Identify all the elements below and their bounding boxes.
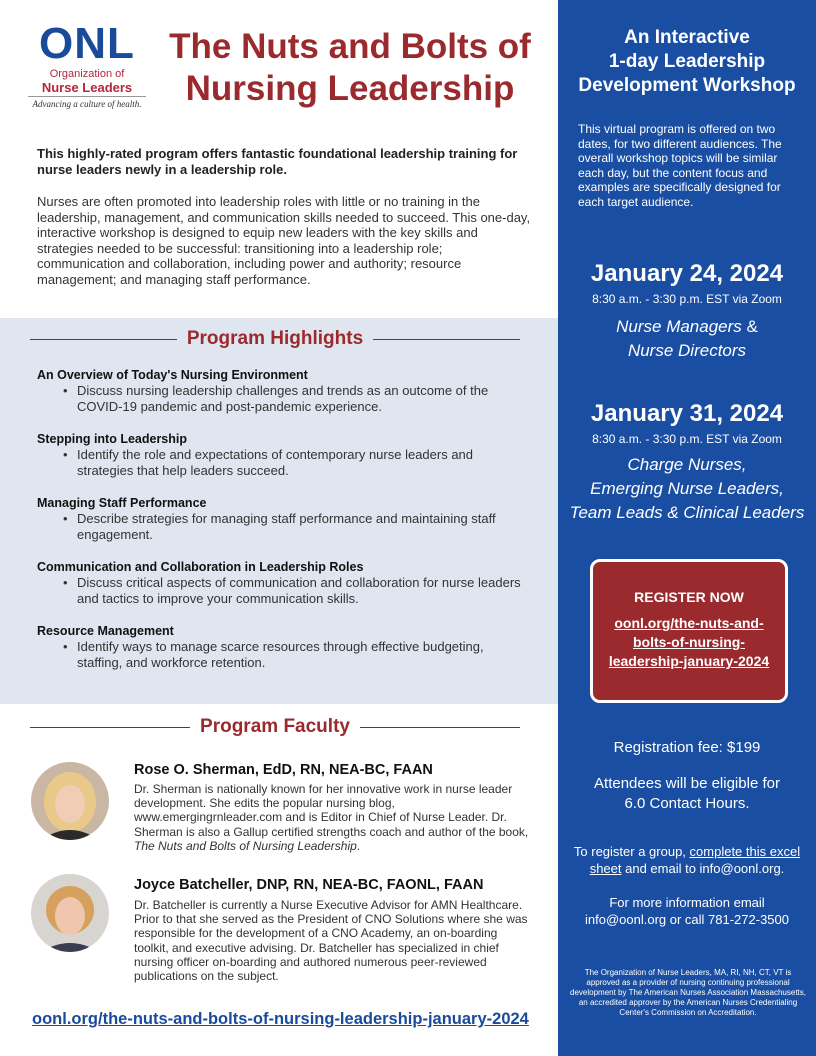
highlight-bullet: • Discuss nursing leadership challenges and trends as an outcome of the COVID-19 pandemic and post-pandemic experience.	[63, 383, 489, 414]
faculty-title: Program Faculty	[200, 716, 350, 737]
faculty-name: Rose O. Sherman, EdD, RN, NEA-BC, FAAN	[134, 762, 433, 778]
session-1-time: 8:30 a.m. - 3:30 p.m. EST via Zoom	[592, 292, 782, 306]
more-info: For more information email info@oonl.org or call 781-272-3500	[585, 895, 789, 927]
title-line-1: The Nuts and Bolts of	[169, 27, 531, 66]
highlight-item	[37, 624, 532, 671]
logo-acronym: ONL	[39, 19, 135, 68]
workshop-description: This virtual program is offered on two dates, for two different audiences. The overall workshop topics will be similar each day, but the content focus and examples are specifically designed for each target audience.	[578, 122, 782, 209]
book-title: The Nuts and Bolts of Nursing Leadership	[134, 838, 357, 853]
divider	[360, 727, 520, 728]
highlights-list	[37, 368, 532, 688]
faculty-heading	[30, 716, 520, 738]
highlights-heading	[30, 328, 520, 350]
bullet-icon: •	[63, 575, 68, 590]
divider	[30, 727, 190, 728]
title-line-2: Nursing Leadership	[185, 69, 515, 108]
highlight-title: Resource Management	[37, 624, 174, 638]
logo-nurse-leaders: Nurse Leaders	[28, 80, 146, 97]
bullet-icon: •	[63, 639, 68, 654]
page-title	[160, 26, 540, 110]
highlight-title: Managing Staff Performance	[37, 496, 207, 510]
program-url-link[interactable]: oonl.org/the-nuts-and-bolts-of-nursing-leadership-january-2024	[32, 1010, 529, 1028]
highlight-item	[37, 432, 532, 479]
sidebar	[558, 0, 816, 1056]
highlights-title: Program Highlights	[186, 328, 364, 349]
onl-logo	[28, 19, 146, 109]
session-2-time: 8:30 a.m. - 3:30 p.m. EST via Zoom	[592, 432, 782, 446]
excel-sheet-link[interactable]: complete this excel sheet	[589, 844, 801, 876]
logo-org-line: Organization of	[49, 68, 125, 80]
session-2-date: January 31, 2024	[590, 400, 784, 427]
register-now-box[interactable]	[590, 559, 788, 703]
highlight-item	[37, 496, 532, 543]
register-link[interactable]: oonl.org/the-nuts-and- bolts-of-nursing- leadership-january-2024	[608, 615, 770, 669]
session-1-audience: Nurse Managers & Nurse Directors	[616, 317, 758, 360]
bullet-icon: •	[63, 511, 68, 526]
logo-tagline: Advancing a culture of health.	[32, 99, 142, 109]
registration-fee: Registration fee: $199	[613, 739, 761, 756]
accreditation-statement: The Organization of Nurse Leaders, MA, RI, NH, CT, VT is approved as a provider of nursing continuing professional development by The American Nurses Association Massachusetts, an accredited approver by the American Nurses Credentialing Center's Commission on Accreditation.	[570, 968, 806, 1017]
intro-summary: This highly-rated program offers fantastic foundational leadership training for nurse leaders newly in a leadership role.	[37, 146, 518, 177]
highlight-item	[37, 560, 532, 607]
highlight-item	[37, 368, 532, 415]
session-2-audience: Charge Nurses, Emerging Nurse Leaders, Team Leads & Clinical Leaders	[569, 455, 805, 522]
divider	[30, 339, 177, 340]
highlight-title: Stepping into Leadership	[37, 432, 188, 446]
divider	[373, 339, 520, 340]
faculty-bio: Dr. Batcheller is currently a Nurse Executive Advisor for AMN Healthcare. Prior to that she served as the President of CNO Solutions where she was responsible for the development of a CNO Academy, an on-boarding toolkit, and executive advising. Dr. Batcheller has specialized in chief nursing officer on-boarding and authored numerous peer-reviewed publications on the subject.	[134, 898, 528, 984]
contact-hours: Attendees will be eligible for 6.0 Contact Hours.	[594, 775, 780, 812]
highlight-bullet: • Discuss critical aspects of communication and collaboration for nurse leaders and tactics to improve your communication skills.	[63, 575, 521, 606]
avatar	[31, 762, 109, 840]
avatar	[31, 874, 109, 952]
faculty-name: Joyce Batcheller, DNP, RN, NEA-BC, FAONL, FAAN	[134, 877, 484, 893]
bullet-icon: •	[63, 447, 68, 462]
group-registration: To register a group, complete this excel sheet and email to info@oonl.org.	[573, 844, 801, 876]
faculty-bio: Dr. Sherman is nationally known for her innovative work in nurse leader development. She edits the popular nursing blog, www.emergingrnleader.com and is Editor in Chief of Nurse Leader. Dr. Sherman is also a Gallup certified strengths coach and author of the book, The Nuts and Bolts of Nursing Leadership.	[134, 782, 529, 853]
highlight-title: Communication and Collaboration in Leadership Roles	[37, 560, 364, 574]
program-highlights-section	[0, 318, 558, 704]
workshop-title: An Interactive 1-day Leadership Development Workshop	[578, 27, 796, 96]
session-1-date: January 24, 2024	[590, 260, 784, 287]
register-now-label: REGISTER NOW	[634, 589, 744, 605]
highlight-title: An Overview of Today's Nursing Environment	[37, 368, 308, 382]
highlight-bullet: • Identify ways to manage scarce resources through effective budgeting, staffing, and workforce retention.	[63, 639, 484, 670]
highlight-bullet: • Identify the role and expectations of contemporary nurse leaders and strategies that help leaders succeed.	[63, 447, 474, 478]
intro-paragraph: Nurses are often promoted into leadership roles with little or no training in the leadership, management, and communication skills needed to succeed. This one-day, interactive workshop is designed to equip new leaders with the key skills and strategies needed to be successful: transitioning into a leadership role; communication and collaboration, including power and authority; resource management; and managing staff performance.	[37, 194, 531, 287]
bullet-icon: •	[63, 383, 68, 398]
highlight-bullet: • Describe strategies for managing staff performance and maintaining staff engagement.	[63, 511, 496, 542]
